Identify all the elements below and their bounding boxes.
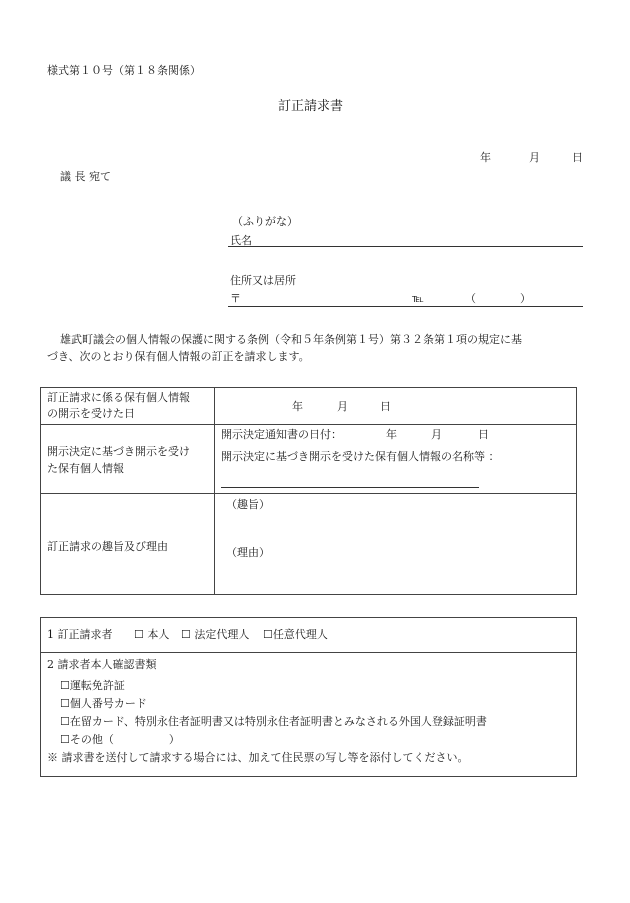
row2-label-line2: た保有個人情報 — [47, 462, 124, 475]
address-label: 住所又は居所 — [230, 274, 296, 287]
notice-date-label: 開示決定通知書の日付： — [221, 428, 342, 441]
postal-mark: 〒 — [230, 292, 241, 305]
disclosed-info-underline[interactable] — [221, 487, 479, 488]
id-docs-label: 2 請求者本人確認書類 — [47, 658, 157, 671]
attachment-note: ※ 請求書を送付して請求する場合には、加えて住民票の写し等を添付してください。 — [47, 751, 469, 764]
reason-label: （理由） — [226, 546, 270, 559]
requester-label: 1 訂正請求者 — [47, 628, 113, 641]
row3-label: 訂正請求の趣旨及び理由 — [47, 540, 168, 553]
row1-label-line2: の開示を受けた日 — [47, 407, 135, 420]
name-label: 氏名 — [230, 234, 252, 247]
date-month: 月 — [529, 151, 540, 164]
row2-month: 月 — [431, 428, 442, 441]
date-year: 年 — [480, 151, 491, 164]
row2-label-line1: 開示決定に基づき開示を受け — [47, 445, 190, 458]
row1-month: 月 — [337, 400, 348, 413]
name-underline[interactable] — [228, 246, 583, 247]
id-doc-my-number-card[interactable]: ☐個人番号カード — [60, 697, 147, 710]
furigana-label: （ふりがな） — [232, 215, 298, 228]
option-self[interactable]: ☐ 本人 — [134, 628, 170, 641]
tel-paren: （ ） — [465, 292, 531, 305]
intro-line-1: 雄武町議会の個人情報の保護に関する条例（令和５年条例第１号）第３２条第１項の規定に基 — [60, 333, 522, 346]
intro-line-2: づき、次のとおり保有個人情報の訂正を請求します。 — [47, 350, 310, 363]
row-divider-1 — [40, 424, 577, 425]
row1-label-line1: 訂正請求に係る保有個人情報 — [47, 391, 190, 404]
address-underline[interactable] — [228, 306, 583, 307]
requester-row-divider — [40, 652, 577, 653]
form-number: 様式第１０号（第１８条関係） — [47, 64, 201, 77]
row2-year: 年 — [386, 428, 397, 441]
purpose-label: （趣旨） — [226, 498, 270, 511]
disclosed-info-label: 開示決定に基づき開示を受けた保有個人情報の名称等 ： — [221, 450, 500, 463]
row1-year: 年 — [292, 400, 303, 413]
id-doc-residence-card[interactable]: ☐在留カード、特別永住者証明書又は特別永住者証明書とみなされる外国人登録証明書 — [60, 715, 487, 728]
option-legal-agent[interactable]: ☐ 法定代理人 — [181, 628, 250, 641]
page-title: 訂正請求書 — [278, 99, 344, 114]
row-divider-2 — [40, 493, 577, 494]
row2-day: 日 — [478, 428, 489, 441]
date-day: 日 — [572, 151, 583, 164]
table-divider — [214, 387, 215, 595]
tel-label: ℡ — [412, 292, 424, 305]
row1-day: 日 — [380, 400, 391, 413]
id-doc-drivers-license[interactable]: ☐運転免許証 — [60, 679, 125, 692]
option-voluntary-agent[interactable]: ☐任意代理人 — [263, 628, 328, 641]
id-doc-other[interactable]: ☐その他（ ） — [60, 733, 180, 746]
addressee: 議 長 宛て — [60, 170, 111, 183]
